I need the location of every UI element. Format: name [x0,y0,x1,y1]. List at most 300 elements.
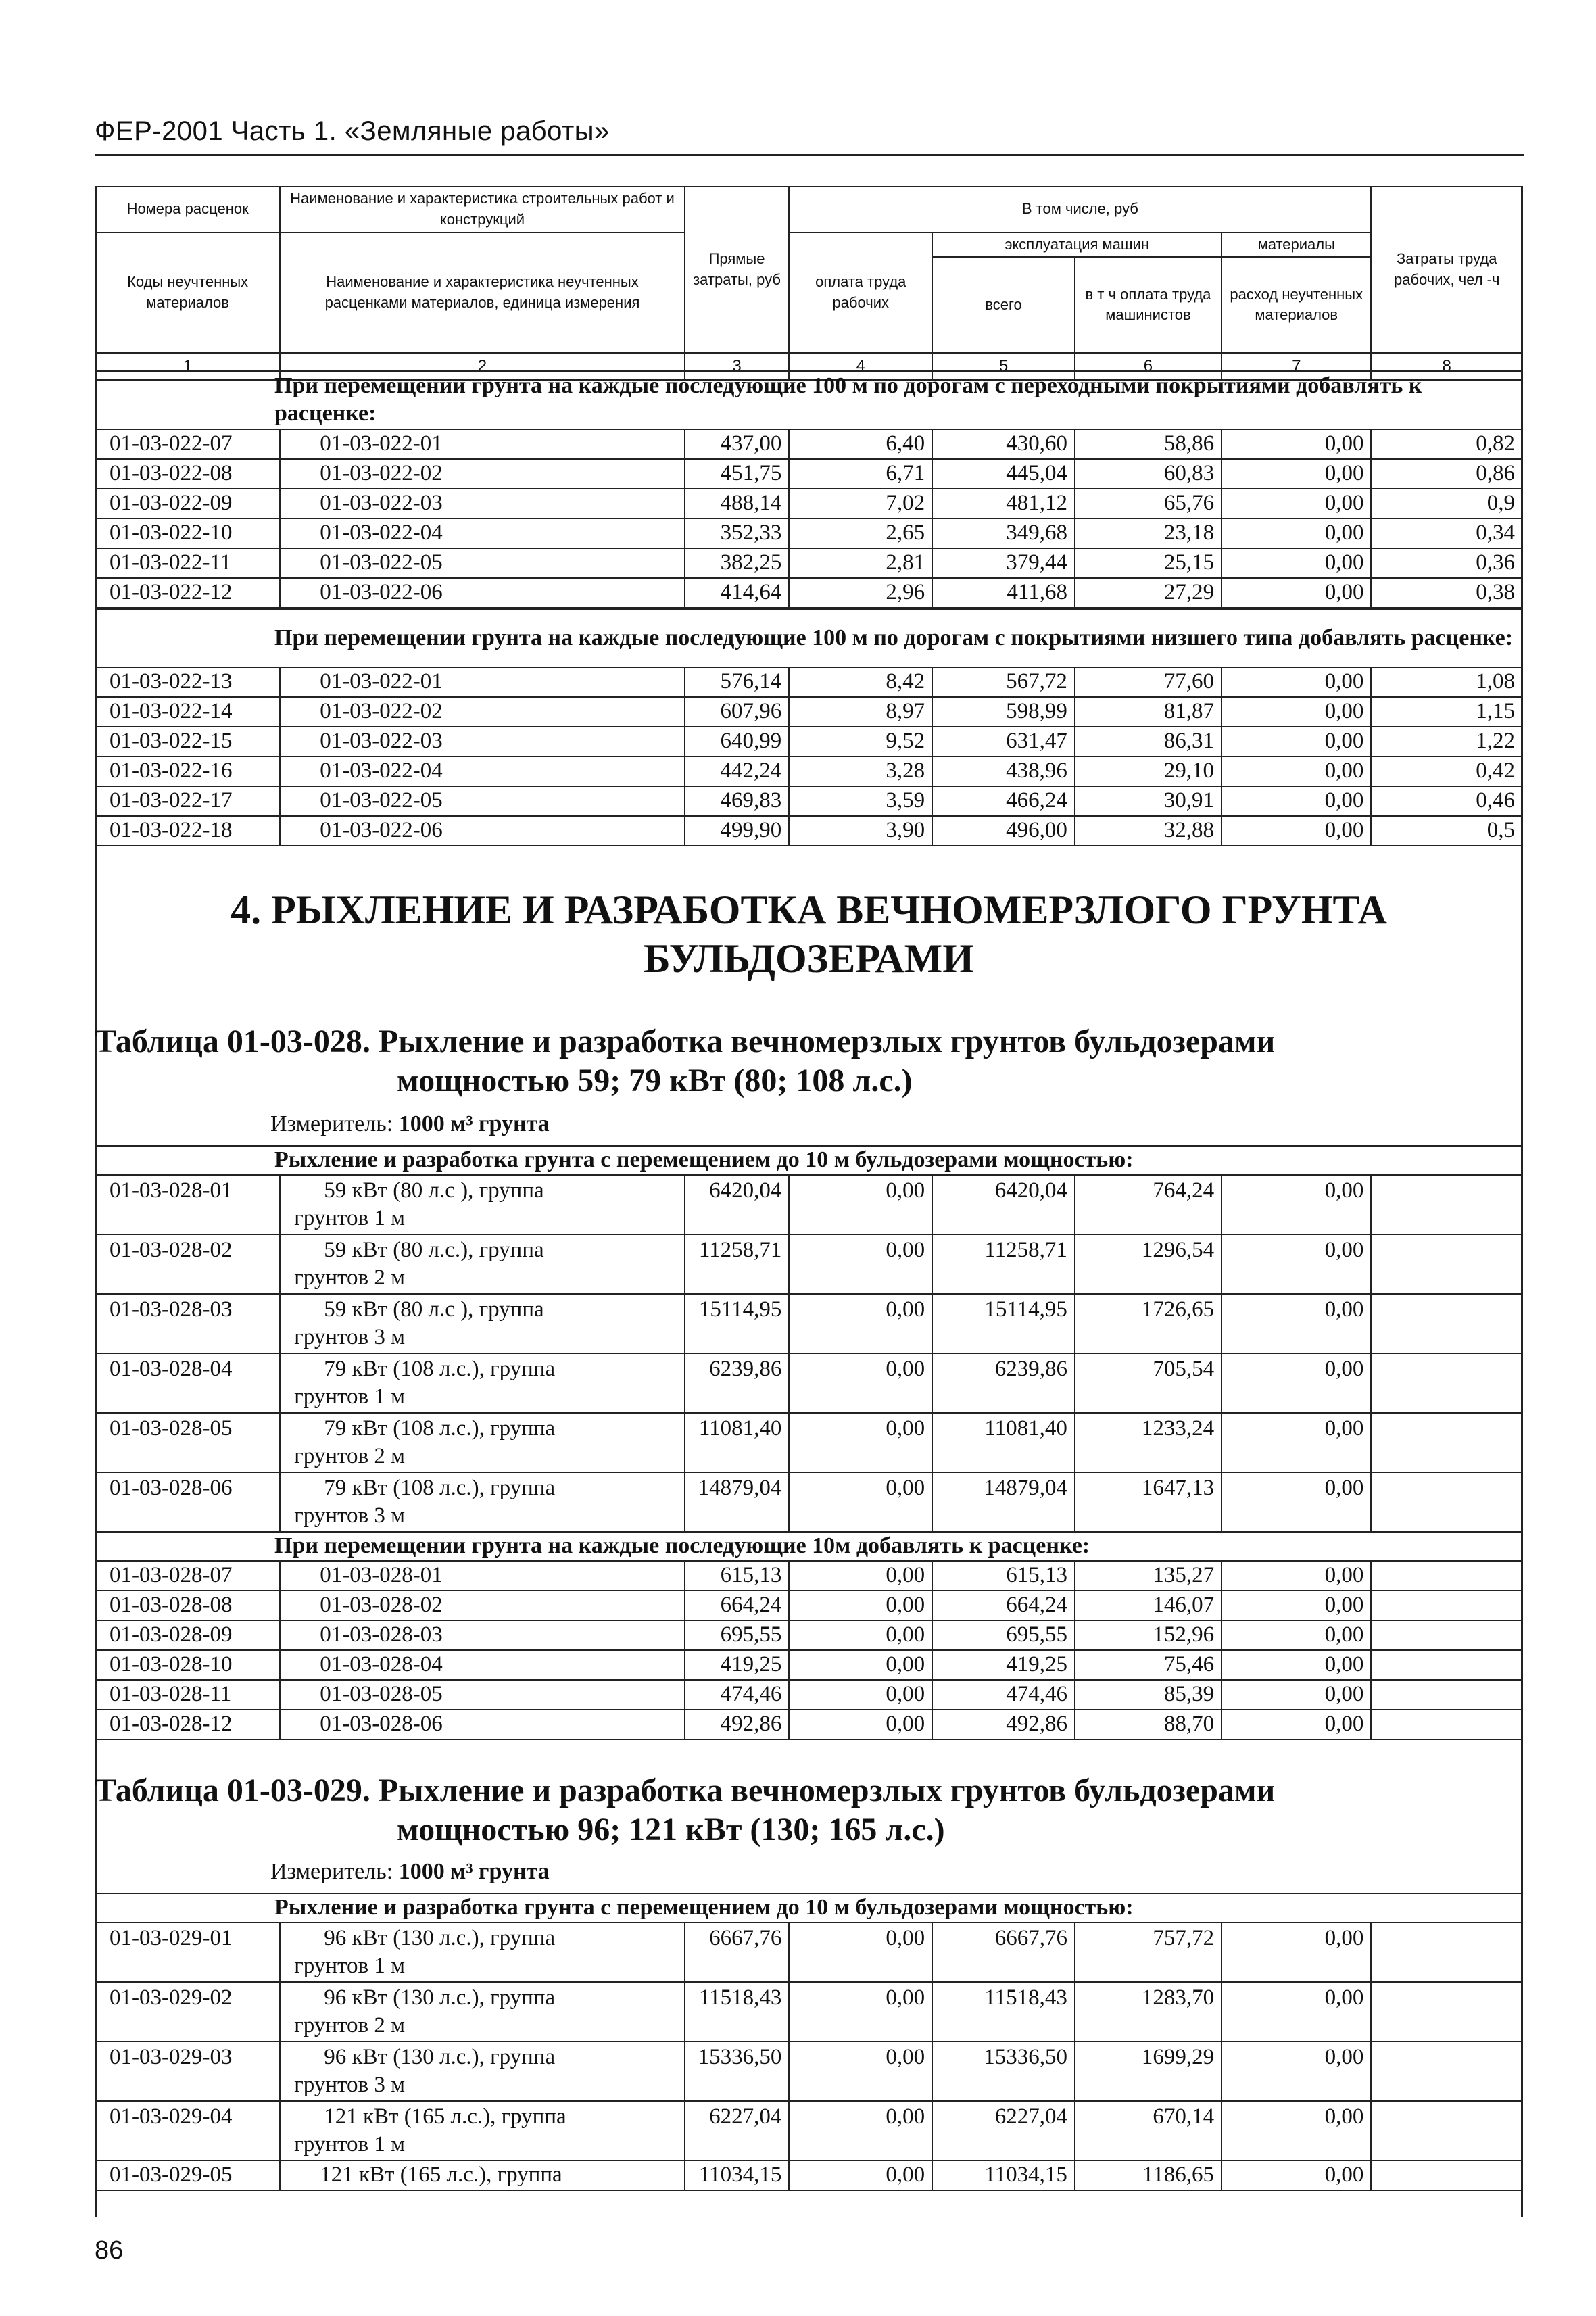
work-name-line: грунтов 1 м [294,1206,405,1231]
labor-hours-cell: 0,42 [1371,756,1522,786]
rates-table-029 [95,1893,1523,2191]
rate-code-cell: 01-03-022-07 [95,429,280,459]
rate-code-cell: 01-03-028-06 [95,1472,280,1532]
labor-pay-cell: 7,02 [789,489,932,518]
labor-hours-cell [1371,1234,1522,1294]
rate-code-cell: 01-03-022-10 [95,518,280,548]
machinist-pay-cell: 1699,29 [1075,2042,1222,2101]
labor-hours-cell: 1,08 [1371,667,1522,697]
materials-cell: 0,00 [1222,489,1371,518]
labor-pay-cell: 0,00 [789,1175,932,1234]
materials-cell: 0,00 [1222,1923,1371,1982]
table-row [95,1472,1522,1532]
machines-total-cell: 15336,50 [932,2042,1075,2101]
table-row [95,816,1522,846]
col4-header: оплата труда рабочих [789,233,932,354]
direct-cost-cell: 442,24 [685,756,790,786]
machines-total-cell: 615,13 [932,1561,1075,1591]
direct-cost-cell: 469,83 [685,786,790,816]
table-row [95,667,1522,697]
rate-code-cell: 01-03-022-15 [95,727,280,756]
labor-hours-cell [1371,2161,1522,2190]
rate-code-cell: 01-03-022-12 [95,578,280,608]
rate-code-cell: 01-03-028-08 [95,1591,280,1620]
table-row [95,1620,1522,1650]
labor-pay-cell: 0,00 [789,1591,932,1620]
direct-cost-cell: 414,64 [685,578,790,608]
direct-cost-cell: 14879,04 [685,1472,790,1532]
col1-top-header: Номера расценок [95,187,280,233]
table-row [95,548,1522,578]
rate-code-cell: 01-03-028-03 [95,1294,280,1353]
col7-header: расход неучтенных материалов [1222,257,1371,353]
reference-code-cell: 01-03-028-01 [280,1561,684,1591]
machines-total-cell: 6420,04 [932,1175,1075,1234]
direct-cost-cell: 492,86 [685,1710,790,1739]
machines-total-cell: 11518,43 [932,1982,1075,2042]
work-name-line: грунтов 3 м [294,1503,405,1528]
materials-cell: 0,00 [1222,459,1371,489]
machinist-pay-cell: 85,39 [1075,1680,1222,1710]
machines-total-cell: 631,47 [932,727,1075,756]
machinist-pay-cell: 88,70 [1075,1710,1222,1739]
labor-hours-cell: 0,5 [1371,816,1522,846]
rates-table-transitional-roads [95,370,1523,608]
machines-total-cell: 379,44 [932,548,1075,578]
reference-code-cell: 01-03-022-05 [280,548,684,578]
labor-pay-cell: 0,00 [789,2161,932,2190]
work-name-line: грунтов 2 м [294,1444,405,1469]
materials-cell: 0,00 [1222,2042,1371,2101]
table-row [95,2161,1522,2190]
rates-table-low-type-roads [95,608,1523,846]
table-row [95,756,1522,786]
rate-code-cell: 01-03-022-09 [95,489,280,518]
table-row [95,1561,1522,1591]
materials-cell: 0,00 [1222,1175,1371,1234]
table-row [95,578,1522,608]
machines-total-cell: 411,68 [932,578,1075,608]
direct-cost-cell: 6667,76 [685,1923,790,1982]
work-name-line: 59 кВт (80 л.с.), группа [324,1237,544,1262]
machinist-pay-cell: 29,10 [1075,756,1222,786]
section-note: При перемещении грунта на каждые последующие 10м добавлять к расценке: [95,1532,1522,1561]
machines-group-header: эксплуатация машин [932,233,1222,258]
section-note-row [95,1893,1522,1923]
page-number: 86 [95,2236,124,2265]
group-header: В том числе, руб [789,187,1371,233]
labor-pay-cell: 8,97 [789,697,932,727]
direct-cost-cell: 6420,04 [685,1175,790,1234]
section-note: Рыхление и разработка грунта с перемещением до 10 м бульдозерами мощностью: [95,1893,1522,1923]
reference-code-cell: 01-03-028-04 [280,1650,684,1680]
machinist-pay-cell: 152,96 [1075,1620,1222,1650]
machinist-pay-cell: 58,86 [1075,429,1222,459]
materials-cell: 0,00 [1222,756,1371,786]
machinist-pay-cell: 25,15 [1075,548,1222,578]
table-row [95,1982,1522,2042]
labor-hours-cell: 1,15 [1371,697,1522,727]
direct-cost-cell: 664,24 [685,1591,790,1620]
direct-cost-cell: 15114,95 [685,1294,790,1353]
machinist-pay-cell: 670,14 [1075,2101,1222,2161]
machines-total-cell: 474,46 [932,1680,1075,1710]
machines-total-cell: 664,24 [932,1591,1075,1620]
direct-cost-cell: 382,25 [685,548,790,578]
labor-pay-cell: 2,96 [789,578,932,608]
materials-cell: 0,00 [1222,1591,1371,1620]
materials-cell: 0,00 [1222,548,1371,578]
labor-pay-cell: 6,71 [789,459,932,489]
running-header: ФЕР-2001 Часть 1. «Земляные работы» [95,116,610,146]
machines-total-cell: 695,55 [932,1620,1075,1650]
machines-total-cell: 6227,04 [932,2101,1075,2161]
materials-cell: 0,00 [1222,1353,1371,1413]
table-row [95,697,1522,727]
work-name-line: 79 кВт (108 л.с.), группа [324,1356,556,1381]
labor-hours-cell [1371,1294,1522,1353]
direct-cost-cell: 11258,71 [685,1234,790,1294]
reference-code-cell: 01-03-022-01 [280,667,684,697]
measure-unit [270,1111,550,1137]
machinist-pay-cell: 705,54 [1075,1353,1222,1413]
work-name-line: 79 кВт (108 л.с.), группа [324,1475,556,1500]
labor-hours-cell [1371,1982,1522,2042]
labor-hours-cell: 0,9 [1371,489,1522,518]
table-row [95,429,1522,459]
col-number: 6 [1075,353,1222,380]
work-name-cell [280,2042,684,2101]
col8-header: Затраты труда рабочих, чел -ч [1371,187,1522,353]
machines-total-cell: 445,04 [932,459,1075,489]
labor-hours-cell: 0,36 [1371,548,1522,578]
direct-cost-cell: 695,55 [685,1620,790,1650]
direct-cost-cell: 488,14 [685,489,790,518]
rate-code-cell: 01-03-022-11 [95,548,280,578]
reference-code-cell: 01-03-022-01 [280,429,684,459]
rate-code-cell: 01-03-028-09 [95,1620,280,1650]
table-title-line: Таблица 01-03-029. Рыхление и разработка вечномерзлых грунтов бульдозерами [95,1772,1276,1808]
table-row [95,1923,1522,1982]
materials-cell: 0,00 [1222,518,1371,548]
machines-total-cell: 466,24 [932,786,1075,816]
table-title-line: мощностью 59; 79 кВт (80; 108 л.с.) [397,1062,913,1099]
rate-code-cell: 01-03-028-11 [95,1680,280,1710]
reference-code-cell: 01-03-022-04 [280,756,684,786]
materials-cell: 0,00 [1222,1982,1371,2042]
labor-pay-cell: 3,28 [789,756,932,786]
machines-total-cell: 11258,71 [932,1234,1075,1294]
machines-total-cell: 492,86 [932,1710,1075,1739]
rate-code-cell: 01-03-022-08 [95,459,280,489]
measure-unit [270,1859,550,1885]
direct-cost-cell: 6239,86 [685,1353,790,1413]
work-name-cell [280,1923,684,1982]
labor-pay-cell: 8,42 [789,667,932,697]
rate-code-cell: 01-03-022-14 [95,697,280,727]
labor-hours-cell [1371,1413,1522,1472]
machines-total-cell: 438,96 [932,756,1075,786]
col5-header: всего [932,257,1075,353]
reference-code-cell: 01-03-028-02 [280,1591,684,1620]
direct-cost-cell: 607,96 [685,697,790,727]
rate-code-cell: 01-03-022-18 [95,816,280,846]
table-row [95,1710,1522,1739]
table-row [95,459,1522,489]
materials-cell: 0,00 [1222,1620,1371,1650]
table-row [95,1680,1522,1710]
rate-code-cell: 01-03-028-12 [95,1710,280,1739]
col3-header: Прямые затраты, руб [685,187,790,353]
table-row [95,1175,1522,1234]
table-title-029 [95,1771,1275,1849]
materials-cell: 0,00 [1222,2161,1371,2190]
section-note: При перемещении грунта на каждые последующие 100 м по дорогам с покрытиями низшего типа добавлять расценке: [95,609,1522,667]
machinist-pay-cell: 1726,65 [1075,1294,1222,1353]
reference-code-cell: 01-03-022-03 [280,489,684,518]
labor-pay-cell: 3,59 [789,786,932,816]
machinist-pay-cell: 1647,13 [1075,1472,1222,1532]
materials-cell: 0,00 [1222,697,1371,727]
rate-code-cell: 01-03-028-01 [95,1175,280,1234]
machinist-pay-cell: 1283,70 [1075,1982,1222,2042]
labor-pay-cell: 0,00 [789,1710,932,1739]
direct-cost-cell: 15336,50 [685,2042,790,2101]
machinist-pay-cell: 764,24 [1075,1175,1222,1234]
labor-pay-cell: 2,65 [789,518,932,548]
table-row [95,1413,1522,1472]
labor-hours-cell [1371,1591,1522,1620]
reference-code-cell: 01-03-028-03 [280,1620,684,1650]
direct-cost-cell: 576,14 [685,667,790,697]
direct-cost-cell: 11518,43 [685,1982,790,2042]
machines-total-cell: 598,99 [932,697,1075,727]
col-number: 2 [280,353,684,380]
table-row [95,518,1522,548]
table-row [95,1650,1522,1680]
measure-value: 1000 м³ грунта [398,1859,550,1884]
rate-code-cell: 01-03-029-03 [95,2042,280,2101]
labor-pay-cell: 0,00 [789,1650,932,1680]
rate-code-cell: 01-03-028-04 [95,1353,280,1413]
table-title-line: мощностью 96; 121 кВт (130; 165 л.с.) [397,1811,945,1848]
machinist-pay-cell: 1233,24 [1075,1413,1222,1472]
machinist-pay-cell: 757,72 [1075,1923,1222,1982]
work-name-cell [280,1175,684,1234]
rate-code-cell: 01-03-029-04 [95,2101,280,2161]
work-name-line: грунтов 1 м [294,1384,405,1409]
machines-total-cell: 430,60 [932,429,1075,459]
rate-code-cell: 01-03-028-07 [95,1561,280,1591]
work-name-line: грунтов 3 м [294,2073,405,2098]
rate-code-cell: 01-03-028-10 [95,1650,280,1680]
section-note-row [95,1532,1522,1561]
materials-cell: 0,00 [1222,2101,1371,2161]
machines-total-cell: 419,25 [932,1650,1075,1680]
machinist-pay-cell: 81,87 [1075,697,1222,727]
col1-bottom-header: Коды неучтенных материалов [95,233,280,354]
table-row [95,1591,1522,1620]
materials-cell: 0,00 [1222,578,1371,608]
reference-code-cell: 01-03-022-03 [280,727,684,756]
labor-hours-cell [1371,1620,1522,1650]
work-name-line: грунтов 2 м [294,1265,405,1290]
machines-total-cell: 6239,86 [932,1353,1075,1413]
materials-cell: 0,00 [1222,1472,1371,1532]
reference-code-cell: 01-03-028-06 [280,1710,684,1739]
labor-hours-cell: 0,86 [1371,459,1522,489]
rate-code-cell: 01-03-029-05 [95,2161,280,2190]
machines-total-cell: 496,00 [932,816,1075,846]
materials-cell: 0,00 [1222,786,1371,816]
machinist-pay-cell: 77,60 [1075,667,1222,697]
labor-pay-cell: 6,40 [789,429,932,459]
work-name-line: 121 кВт (165 л.с.), группа [324,2104,566,2129]
section-note: Рыхление и разработка грунта с перемещением до 10 м бульдозерами мощностью: [95,1146,1522,1175]
column-header-table [95,186,1523,381]
reference-code-cell: 01-03-022-02 [280,697,684,727]
labor-pay-cell: 0,00 [789,1982,932,2042]
measure-value: 1000 м³ грунта [398,1111,550,1136]
machinist-pay-cell: 135,27 [1075,1561,1222,1591]
work-name-line: грунтов 1 м [294,2132,405,2157]
direct-cost-cell: 437,00 [685,429,790,459]
machines-total-cell: 481,12 [932,489,1075,518]
labor-pay-cell: 0,00 [789,2101,932,2161]
labor-pay-cell: 2,81 [789,548,932,578]
materials-cell: 0,00 [1222,727,1371,756]
materials-cell: 0,00 [1222,1680,1371,1710]
machines-total-cell: 15114,95 [932,1294,1075,1353]
machinist-pay-cell: 1186,65 [1075,2161,1222,2190]
labor-pay-cell: 0,00 [789,1472,932,1532]
col6-header: в т ч оплата труда машинистов [1075,257,1222,353]
machinist-pay-cell: 146,07 [1075,1591,1222,1620]
reference-code-cell: 01-03-028-05 [280,1680,684,1710]
materials-group-header: материалы [1222,233,1371,258]
rates-table-028 [95,1145,1523,1740]
materials-cell: 0,00 [1222,1650,1371,1680]
labor-pay-cell: 0,00 [789,1620,932,1650]
labor-pay-cell: 9,52 [789,727,932,756]
table-row [95,727,1522,756]
labor-hours-cell [1371,1353,1522,1413]
work-name-line: 96 кВт (130 л.с.), группа [324,2044,556,2069]
rate-code-cell: 01-03-022-17 [95,786,280,816]
rate-code-cell: 01-03-022-13 [95,667,280,697]
reference-code-cell: 01-03-022-06 [280,816,684,846]
work-name-cell [280,1413,684,1472]
labor-hours-cell [1371,1680,1522,1710]
machinist-pay-cell: 23,18 [1075,518,1222,548]
labor-pay-cell: 0,00 [789,1294,932,1353]
work-name-line: 79 кВт (108 л.с.), группа [324,1416,556,1441]
direct-cost-cell: 11081,40 [685,1413,790,1472]
table-row [95,786,1522,816]
reference-code-cell: 01-03-022-05 [280,786,684,816]
materials-cell: 0,00 [1222,1561,1371,1591]
measure-label: Измеритель: [270,1859,399,1884]
machinist-pay-cell: 60,83 [1075,459,1222,489]
direct-cost-cell: 615,13 [685,1561,790,1591]
machines-total-cell: 14879,04 [932,1472,1075,1532]
table-row [95,2101,1522,2161]
work-name-line: 59 кВт (80 л.с ), группа [324,1178,544,1203]
labor-hours-cell [1371,1650,1522,1680]
col-number: 4 [789,353,932,380]
col-number: 1 [95,353,280,380]
reference-code-cell: 01-03-022-02 [280,459,684,489]
labor-hours-cell [1371,2042,1522,2101]
work-name-line: грунтов 3 м [294,1325,405,1350]
labor-pay-cell: 0,00 [789,1413,932,1472]
labor-hours-cell [1371,1472,1522,1532]
work-name-cell [280,1982,684,2042]
work-name-cell: 121 кВт (165 л.с.), группа [280,2161,684,2190]
work-name-cell [280,1353,684,1413]
work-name-line: грунтов 2 м [294,2013,405,2038]
table-row [95,1294,1522,1353]
labor-hours-cell [1371,1923,1522,1982]
machinist-pay-cell: 27,29 [1075,578,1222,608]
rate-code-cell: 01-03-029-01 [95,1923,280,1982]
direct-cost-cell: 640,99 [685,727,790,756]
labor-pay-cell: 0,00 [789,1353,932,1413]
direct-cost-cell: 451,75 [685,459,790,489]
materials-cell: 0,00 [1222,1294,1371,1353]
direct-cost-cell: 11034,15 [685,2161,790,2190]
rate-code-cell: 01-03-028-05 [95,1413,280,1472]
work-name-line: 96 кВт (130 л.с.), группа [324,1925,556,1950]
labor-hours-cell [1371,1175,1522,1234]
work-name-line: 59 кВт (80 л.с ), группа [324,1297,544,1322]
machines-total-cell: 6667,76 [932,1923,1075,1982]
direct-cost-cell: 6227,04 [685,2101,790,2161]
materials-cell: 0,00 [1222,429,1371,459]
section-note-row [95,1146,1522,1175]
measure-label: Измеритель: [270,1111,399,1136]
work-name-cell [280,1234,684,1294]
reference-code-cell: 01-03-022-04 [280,518,684,548]
labor-pay-cell: 0,00 [789,2042,932,2101]
machines-total-cell: 11034,15 [932,2161,1075,2190]
reference-code-cell: 01-03-022-06 [280,578,684,608]
materials-cell: 0,00 [1222,1710,1371,1739]
labor-pay-cell: 0,00 [789,1561,932,1591]
section-heading-line: БУЛЬДОЗЕРАМИ [644,936,974,981]
materials-cell: 0,00 [1222,667,1371,697]
section-heading-line: 4. РЫХЛЕНИЕ И РАЗРАБОТКА ВЕЧНОМЕРЗЛОГО ГРУНТА [231,888,1387,932]
work-name-cell [280,1294,684,1353]
labor-hours-cell [1371,1561,1522,1591]
machines-total-cell: 567,72 [932,667,1075,697]
labor-hours-cell: 0,38 [1371,578,1522,608]
materials-cell: 0,00 [1222,1413,1371,1472]
rate-code-cell: 01-03-022-16 [95,756,280,786]
direct-cost-cell: 419,25 [685,1650,790,1680]
machinist-pay-cell: 75,46 [1075,1650,1222,1680]
work-name-line: 96 кВт (130 л.с.), группа [324,1985,556,2010]
table-row [95,2042,1522,2101]
labor-hours-cell [1371,2101,1522,2161]
labor-pay-cell: 3,90 [789,816,932,846]
materials-cell: 0,00 [1222,816,1371,846]
table-row [95,1353,1522,1413]
col-number: 7 [1222,353,1371,380]
col-number: 8 [1371,353,1522,380]
labor-pay-cell: 0,00 [789,1923,932,1982]
rate-code-cell: 01-03-029-02 [95,1982,280,2042]
